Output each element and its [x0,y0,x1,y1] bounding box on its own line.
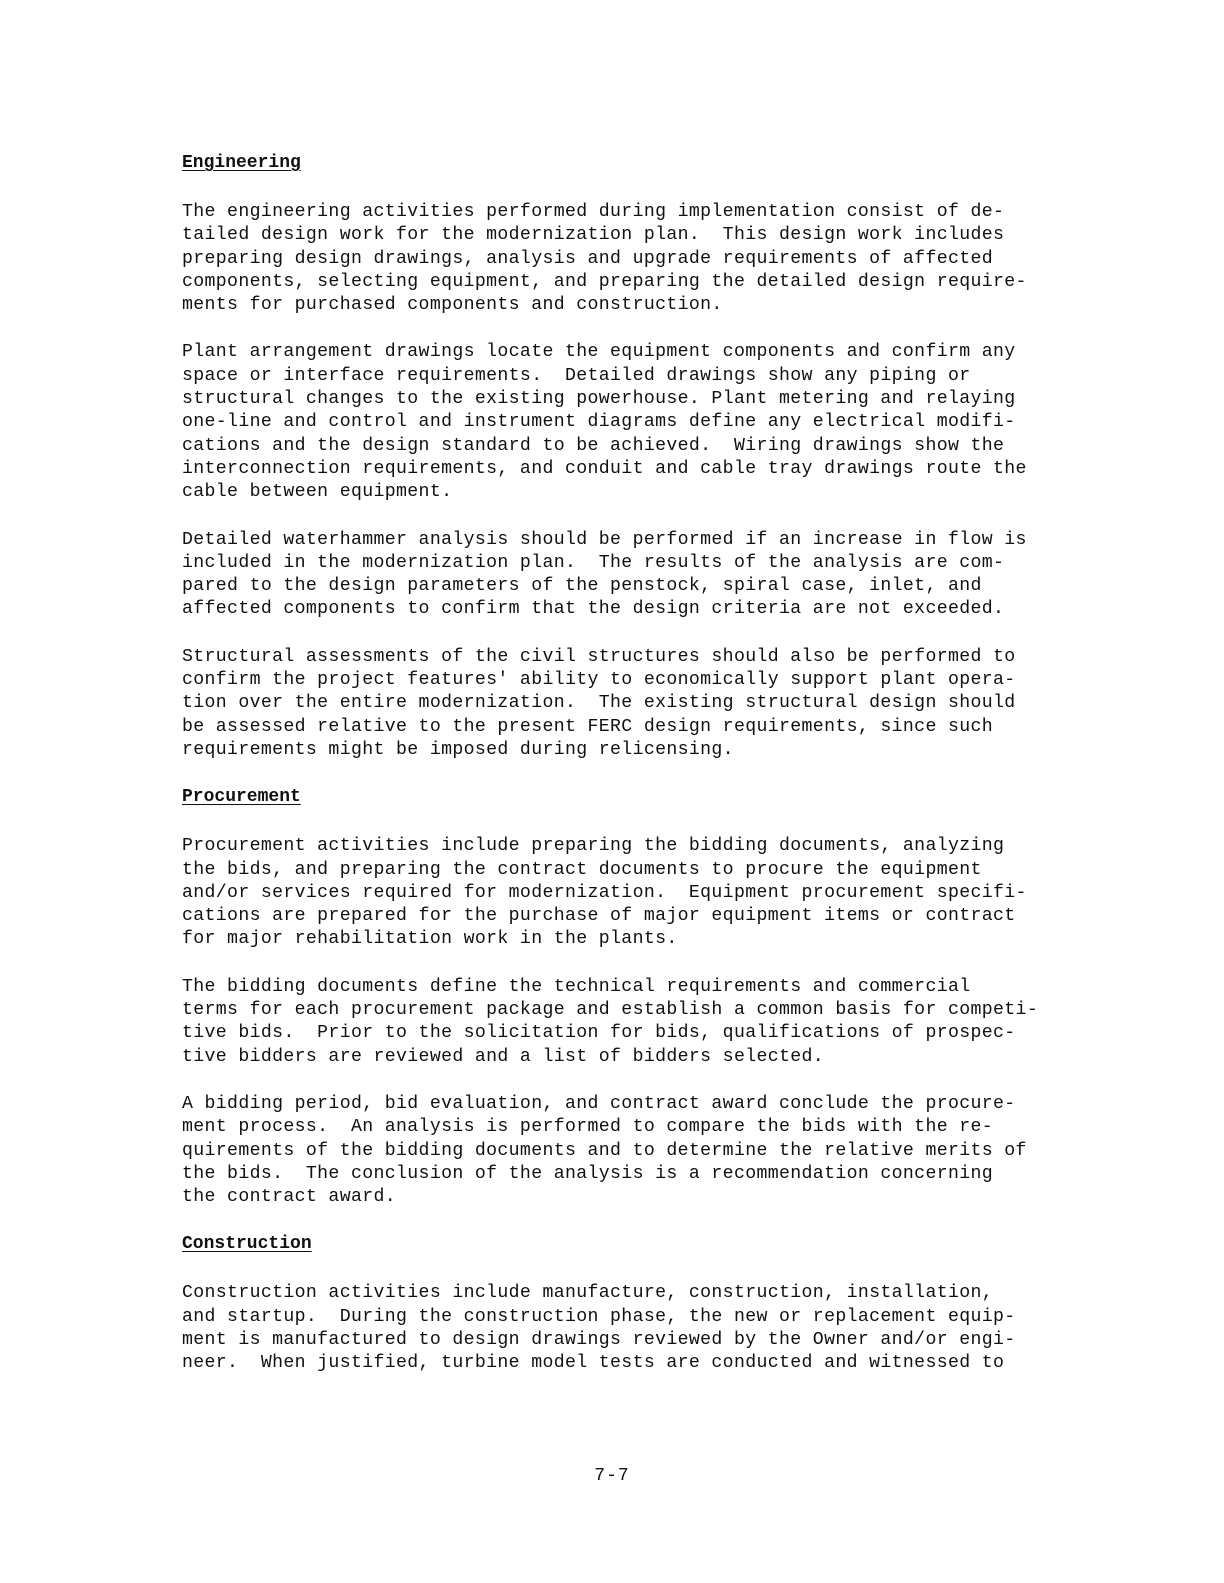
text-line: terms for each procurement package and establish a common basis for competi- [182,1000,1039,1021]
text-line: the contract award. [182,1187,397,1208]
text-line: included in the modernization plan. The results of the analysis are com- [182,552,1005,573]
text-line: structural changes to the existing powerhouse. Plant metering and relaying [182,389,1016,410]
paragraph [182,835,1072,951]
section-heading: Construction [182,1234,312,1255]
section-heading: Procurement [182,787,301,808]
text-line: quirements of the bidding documents and to determine the relative merits of [182,1140,1027,1161]
text-line: ment process. An analysis is performed to compare the bids with the re- [182,1117,994,1138]
text-line: neer. When justified, turbine model tests are conducted and witnessed to [182,1353,1005,1374]
text-line: for major rehabilitation work in the plants. [182,929,678,950]
section-heading: Engineering [182,153,301,173]
paragraph [182,646,1072,762]
text-line: tive bidders are reviewed and a list of bidders selected. [182,1046,825,1067]
text-line: pared to the design parameters of the penstock, spiral case, inlet, and [182,576,982,597]
text-line: requirements might be imposed during relicensing. [182,739,734,760]
text-line: be assessed relative to the present FERC design requirements, since such [182,716,994,737]
text-line: cations are prepared for the purchase of major equipment items or contract [182,906,1016,927]
page-number: 7-7 [594,1466,630,1486]
paragraph [182,341,1072,504]
text-line: Plant arrangement drawings locate the equipment components and confirm any [182,342,1016,363]
paragraph [182,201,1072,317]
text-line: ment is manufactured to design drawings reviewed by the Owner and/or engi- [182,1329,1016,1350]
paragraph [182,1093,1072,1209]
paragraph [182,1282,1072,1375]
text-line: space or interface requirements. Detailed drawings show any piping or [182,365,971,386]
text-line: and startup. During the construction phase, the new or replacement equip- [182,1306,1016,1327]
text-line: Detailed waterhammer analysis should be performed if an increase in flow is [182,529,1027,550]
text-line: tion over the entire modernization. The existing structural design should [182,693,1016,714]
text-line: components, selecting equipment, and preparing the detailed design require- [182,271,1027,292]
section-procurement [182,786,1072,1209]
text-line: the bids. The conclusion of the analysis is a recommendation concerning [182,1163,994,1184]
text-line: preparing design drawings, analysis and upgrade requirements of affected [182,248,994,269]
text-line: The bidding documents define the technical requirements and commercial [182,976,971,997]
text-line: tive bids. Prior to the solicitation for bids, qualifications of prospec- [182,1023,1016,1044]
text-line: confirm the project features' ability to economically support plant opera- [182,670,1016,691]
document-body [182,152,1072,1400]
section-engineering [182,152,1072,762]
text-line: Structural assessments of the civil structures should also be performed to [182,646,1016,667]
text-line: interconnection requirements, and conduit and cable tray drawings route the [182,458,1027,479]
text-line: the bids, and preparing the contract documents to procure the equipment [182,859,982,880]
text-line: and/or services required for modernization. Equipment procurement specifi- [182,882,1027,903]
section-construction [182,1233,1072,1375]
text-line: ments for purchased components and construction. [182,295,723,316]
text-line: The engineering activities performed during implementation consist of de- [182,202,1005,222]
text-line: one-line and control and instrument diagrams define any electrical modifi- [182,412,1016,433]
text-line: affected components to confirm that the design criteria are not exceeded. [182,599,1005,620]
text-line: cable between equipment. [182,482,453,503]
text-line: cations and the design standard to be achieved. Wiring drawings show the [182,435,1005,456]
text-line: A bidding period, bid evaluation, and contract award conclude the procure- [182,1093,1016,1114]
paragraph [182,976,1072,1069]
text-line: tailed design work for the modernization plan. This design work includes [182,225,1005,246]
text-line: Construction activities include manufacture, construction, installation, [182,1283,994,1304]
text-line: Procurement activities include preparing the bidding documents, analyzing [182,836,1005,857]
paragraph [182,529,1072,622]
